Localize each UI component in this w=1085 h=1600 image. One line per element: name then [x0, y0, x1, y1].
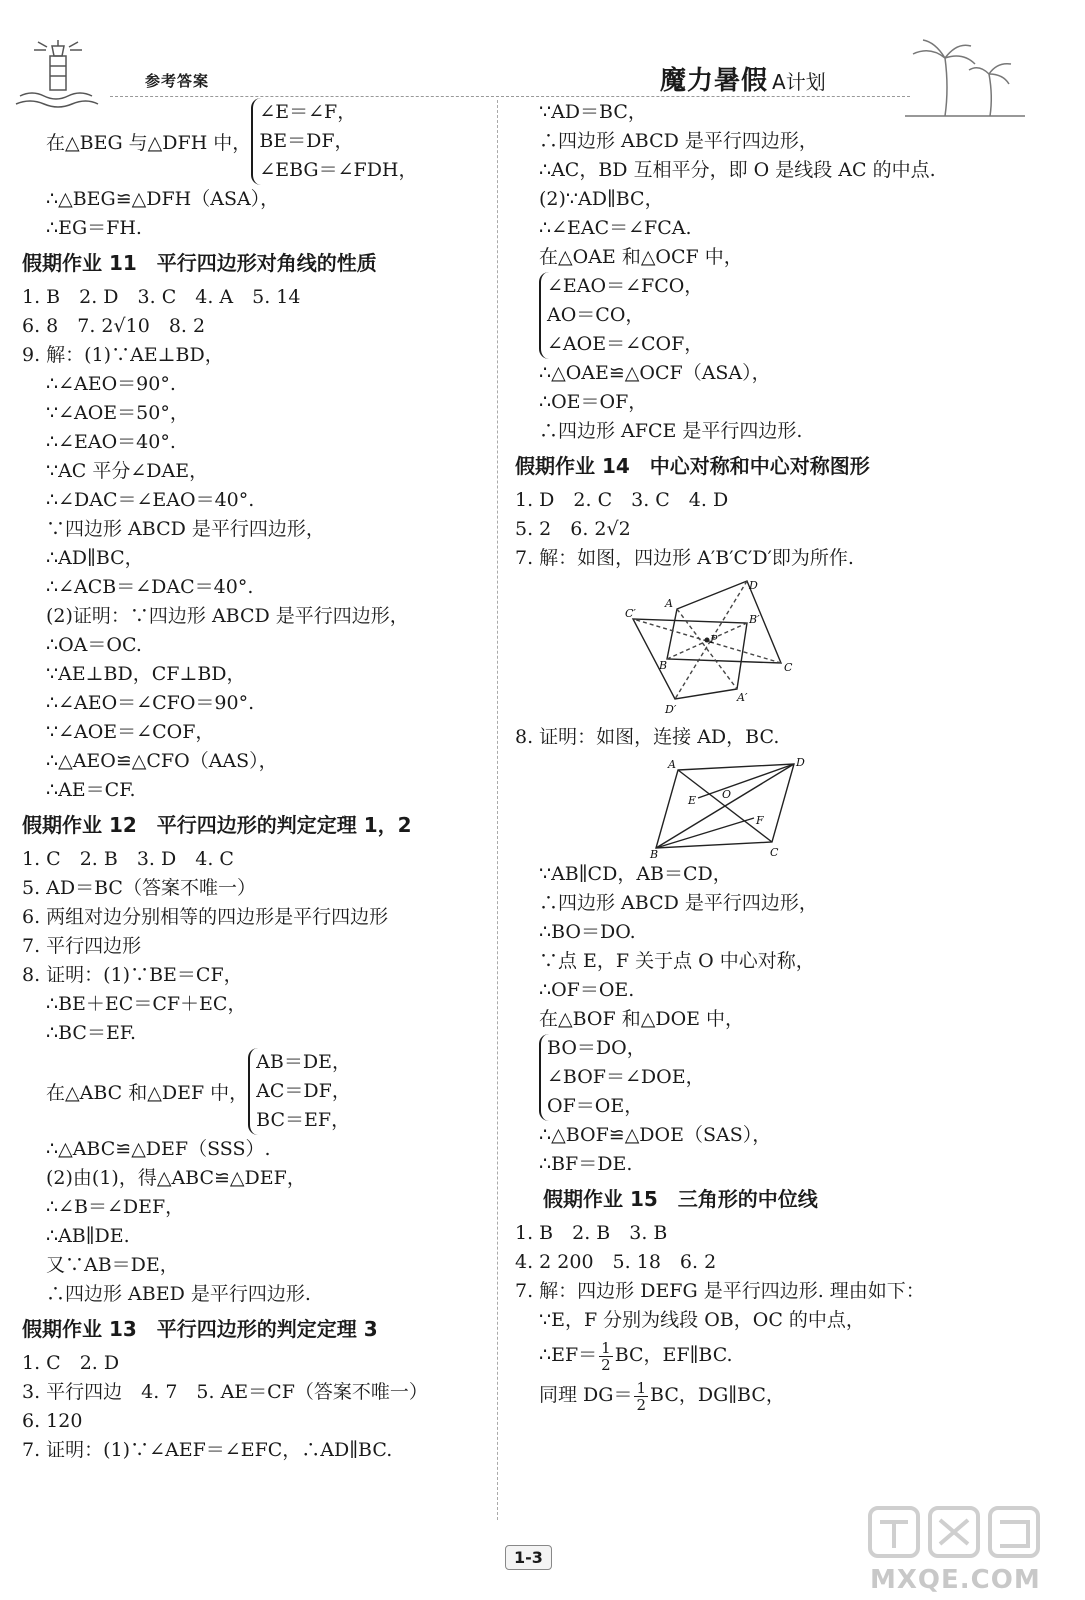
text-line: ∴△BEG≌△DFH（ASA），: [46, 188, 280, 210]
solution-line: (2)∵AD∥BC，: [539, 188, 664, 210]
answer-line: 6. 两组对边分别相等的四边形是平行四边形: [22, 906, 389, 928]
brace-line: ∠AOE＝∠COF，: [547, 333, 704, 355]
solution-line: ∴△ABC≌△DEF（SSS）.: [46, 1138, 271, 1160]
fraction-denominator: 2: [636, 1395, 646, 1414]
answer-line: 4. 2 200 5. 18 6. 2: [515, 1251, 717, 1273]
label-b-prime: B′: [749, 613, 760, 626]
solution-line: ∴四边形 ABED 是平行四边形.: [46, 1283, 311, 1305]
brace-line: ∠EBG＝∠FDH，: [259, 159, 418, 181]
label-d: D: [749, 579, 758, 592]
solution-line: ∵AE⊥BD，CF⊥BD，: [46, 663, 246, 685]
answer-line: 1. C 2. B 3. D 4. C: [22, 848, 234, 870]
solution-line: ∴△BOF≌△DOE（SAS），: [539, 1124, 772, 1146]
quad-a1b1c1d1: [633, 619, 747, 699]
answer-line: [22, 312, 492, 341]
brace-group: [539, 1034, 705, 1121]
solution-line: ∴OA＝OC.: [46, 634, 142, 656]
brace-line: ∠BOF＝∠DOE，: [547, 1066, 705, 1088]
answer-line: 1. C 2. D: [22, 1352, 120, 1374]
answer-text: 6. 8 7. 2: [22, 315, 114, 337]
solution-line: ∴四边形 ABCD 是平行四边形，: [539, 892, 818, 914]
label-c: C: [784, 661, 793, 674]
solution-line: ∵AB∥CD，AB＝CD，: [539, 863, 732, 885]
brace-line: ∠E＝∠F，: [259, 101, 357, 123]
solution-line: ∴△OAE≌△OCF（ASA），: [539, 362, 771, 384]
solution-line: ∵点 E，F 关于点 O 中心对称，: [539, 950, 815, 972]
solution-line: ∵∠AOE＝50°，: [46, 402, 189, 424]
solution-line: ∵∠AOE＝∠COF，: [46, 721, 215, 743]
solution-line: ∴BO＝DO.: [539, 921, 636, 943]
answer-line: 1. D 2. C 3. C 4. D: [515, 489, 729, 511]
brand-title: 魔力暑假: [660, 66, 769, 96]
solution-line: ∴∠ACB＝∠DAC＝40°.: [46, 576, 254, 598]
label-p: P: [710, 633, 718, 646]
proof-system-4: [515, 1034, 1060, 1121]
answer-line: 3. 平行四边 4. 7 5. AE＝CF（答案不唯一）: [22, 1381, 428, 1403]
text-line: ∴EG＝FH.: [46, 217, 142, 239]
label-c: C: [770, 846, 779, 859]
solution-line: ∴四边形 ABCD 是平行四边形，: [539, 130, 818, 152]
brace-line: BE＝DF，: [259, 130, 354, 152]
brace-line: ∠EAO＝∠FCO，: [547, 275, 704, 297]
page-header: [0, 0, 1085, 110]
solution-line: ∴∠DAC＝∠EAO＝40°.: [46, 489, 255, 511]
solution-line: 又∵AB＝DE，: [46, 1254, 179, 1276]
label-a-prime: A′: [737, 691, 748, 704]
solution-line: ∵E，F 分别为线段 OB，OC 的中点，: [539, 1309, 865, 1331]
fraction-half: [634, 1380, 648, 1413]
solution-line: ∴AE＝CF.: [46, 779, 136, 801]
answer-line: 6. 120: [22, 1410, 83, 1432]
label-o: O: [722, 788, 732, 801]
brace-group: [539, 272, 703, 359]
section-heading-15: 假期作业 15 三角形的中位线: [543, 1187, 818, 1211]
answer-line: 7. 证明：(1)∵∠AEF＝∠EFC，∴AD∥BC.: [22, 1439, 393, 1461]
text-line: 在△ABC 和△DEF 中，: [46, 1082, 249, 1104]
answer-line: 7. 平行四边形: [22, 935, 142, 957]
answer-line: 8. 证明：(1)∵BE＝CF，: [22, 964, 243, 986]
brand-subtitle: A计划: [772, 70, 826, 94]
answer-line: 8. 证明：如图，连接 AD，BC.: [515, 726, 780, 748]
fraction-numerator: 1: [601, 1338, 611, 1357]
label-b: B: [650, 848, 659, 861]
header-brand: [660, 60, 826, 97]
section-heading-11: 假期作业 11 平行四边形对角线的性质: [22, 251, 377, 275]
brace-line: AB＝DE，: [256, 1051, 351, 1073]
text-part: BC，DG∥BC，: [650, 1384, 785, 1406]
brace-line: BC＝EF，: [256, 1109, 351, 1131]
solution-line: ∵AC 平分∠DAE，: [46, 460, 209, 482]
solution-line: ∴∠B＝∠DEF，: [46, 1196, 185, 1218]
label-f: F: [756, 814, 764, 827]
fraction-denominator: 2: [601, 1355, 611, 1374]
solution-line: 9. 解：(1)∵AE⊥BD，: [22, 344, 224, 366]
text-part: ∴EF＝: [539, 1344, 598, 1366]
section-heading-13: 假期作业 13 平行四边形的判定定理 3: [22, 1317, 378, 1341]
solution-line: [515, 1375, 1060, 1415]
center-point: [705, 638, 710, 643]
solution-line: 在△OAE 和△OCF 中，: [539, 246, 743, 268]
label-a: A: [665, 597, 673, 610]
brace-line: BO＝DO，: [547, 1037, 646, 1059]
label-d-prime: D′: [665, 703, 677, 716]
fraction-half: [599, 1340, 613, 1373]
sqrt-expression: √2: [606, 518, 631, 540]
label-e: E: [688, 794, 697, 807]
answer-text: 5. 2 6. 2: [515, 518, 607, 540]
section-heading-14: 假期作业 14 中心对称和中心对称图形: [515, 454, 870, 478]
proof-system-3: [515, 272, 1060, 359]
solution-line: ∴∠EAC＝∠FCA.: [539, 217, 692, 239]
solution-line: 在△BOF 和△DOE 中，: [539, 1008, 745, 1030]
answer-line: [515, 515, 1060, 544]
solution-line: ∴△AEO≌△CFO（AAS），: [46, 750, 278, 772]
brace-group: [251, 98, 417, 185]
solution-line: ∴AB∥DE.: [46, 1225, 130, 1247]
solution-line: (2)由(1)，得△ABC≌△DEF，: [46, 1167, 306, 1189]
text-line: 在△BEG 与△DFH 中，: [46, 132, 252, 154]
figure-parallelogram: [650, 756, 805, 861]
text-part: 同理 DG＝: [539, 1384, 633, 1406]
fraction-numerator: 1: [636, 1378, 646, 1397]
solution-line: [515, 1335, 1060, 1375]
label-b: B: [659, 659, 668, 672]
section-heading-12: 假期作业 12 平行四边形的判定定理 1，2: [22, 813, 412, 837]
label-c-prime: C′: [625, 607, 636, 620]
brace-line: OF＝OE，: [547, 1095, 644, 1117]
proof-system-1: [22, 98, 492, 185]
watermark-text: MXQE.COM: [870, 1565, 1041, 1595]
answer-line: 7. 解：如图，四边形 A′B′C′D′即为所作.: [515, 547, 854, 569]
label-a: A: [668, 758, 676, 771]
header-rule: [110, 96, 910, 97]
solution-line: ∴BE＋EC＝CF＋EC，: [46, 993, 247, 1015]
solution-line: ∴BF＝DE.: [539, 1153, 633, 1175]
left-column: [22, 98, 492, 1465]
solution-line: ∴AC，BD 互相平分，即 O 是线段 AC 的中点.: [539, 159, 936, 181]
brace-line: AO＝CO，: [547, 304, 645, 326]
solution-line: ∴AD∥BC，: [46, 547, 144, 569]
solution-line: (2)证明：∵四边形 ABCD 是平行四边形，: [46, 605, 409, 627]
right-column: [515, 98, 1060, 1415]
page-number: 1-3: [505, 1545, 552, 1570]
solution-line: ∴∠AEO＝∠CFO＝90°.: [46, 692, 255, 714]
brace-group: [248, 1048, 351, 1135]
solution-line: ∴OF＝OE.: [539, 979, 635, 1001]
figure-central-symmetry: [625, 579, 815, 719]
brace-line: AC＝DF，: [256, 1080, 351, 1102]
answer-line: 1. B 2. D 3. C 4. A 5. 14: [22, 286, 301, 308]
proof-system-2: [22, 1048, 492, 1135]
solution-line: ∴BC＝EF.: [46, 1022, 137, 1044]
answer-line: 7. 解：四边形 DEFG 是平行四边形. 理由如下：: [515, 1280, 925, 1302]
label-d: D: [796, 756, 805, 769]
solution-line: ∵四边形 ABCD 是平行四边形，: [46, 518, 325, 540]
text-part: BC，EF∥BC.: [614, 1344, 733, 1366]
answer-line: 5. AD＝BC（答案不唯一）: [22, 877, 256, 899]
solution-line: ∵AD＝BC，: [539, 101, 647, 123]
solution-line: ∴OE＝OF，: [539, 391, 648, 413]
sqrt-expression: √10: [113, 315, 150, 337]
solution-line: ∴∠AEO＝90°.: [46, 373, 176, 395]
answer-text: 8. 2: [149, 315, 206, 337]
solution-line: ∴四边形 AFCE 是平行四边形.: [539, 420, 803, 442]
answer-line: 1. B 2. B 3. B: [515, 1222, 668, 1244]
solution-line: ∴∠EAO＝40°.: [46, 431, 176, 453]
column-divider: [497, 100, 498, 1520]
header-answer-label: 参考答案: [145, 72, 210, 90]
